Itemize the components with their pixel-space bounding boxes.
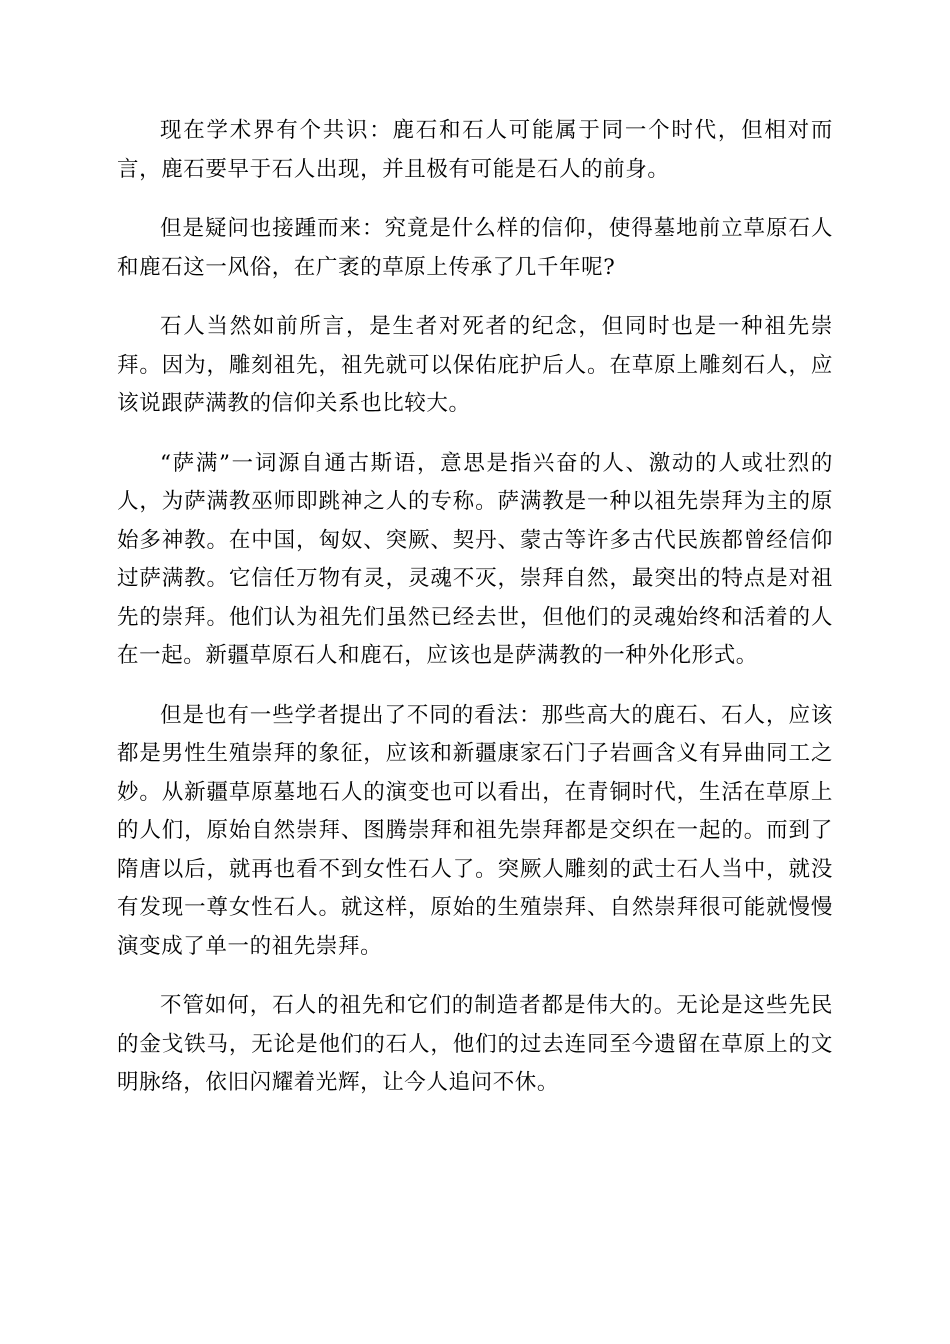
paragraph-2: 但是疑问也接踵而来：究竟是什么样的信仰，使得墓地前立草原石人和鹿石这一风俗，在广袤的草原上传承了几千年呢? xyxy=(117,216,833,280)
paragraph-5: 但是也有一些学者提出了不同的看法：那些高大的鹿石、石人，应该都是男性生殖崇拜的象征，应该和新疆康家石门子岩画含义有异曲同工之妙。从新疆草原墓地石人的演变也可以看出，在青铜时代，生活在草原上的人们，原始自然崇拜、图腾崇拜和祖先崇拜都是交织在一起的。而到了隋唐以后，就再也看不到女性石人了。突厥人雕刻的武士石人当中，就没有发现一尊女性石人。就这样，原始的生殖崇拜、自然崇拜很可能就慢慢演变成了单一的祖先崇拜。 xyxy=(117,702,833,959)
paragraph-3: 石人当然如前所言，是生者对死者的纪念，但同时也是一种祖先崇拜。因为，雕刻祖先，祖先就可以保佑庇护后人。在草原上雕刻石人，应该说跟萨满教的信仰关系也比较大。 xyxy=(117,314,833,416)
paragraph-1: 现在学术界有个共识：鹿石和石人可能属于同一个时代，但相对而言，鹿石要早于石人出现，并且极有可能是石人的前身。 xyxy=(117,118,833,182)
document-page xyxy=(117,112,833,1124)
paragraph-4: “萨满”一词源自通古斯语，意思是指兴奋的人、激动的人或壮烈的人，为萨满教巫师即跳神之人的专称。萨满教是一种以祖先崇拜为主的原始多神教。在中国，匈奴、突厥、契丹、蒙古等许多古代民族都曾经信仰过萨满教。它信任万物有灵，灵魂不灭，崇拜自然，最突出的特点是对祖先的崇拜。他们认为祖先们虽然已经去世，但他们的灵魂始终和活着的人在一起。新疆草原石人和鹿石，应该也是萨满教的一种外化形式。 xyxy=(117,450,833,668)
paragraph-6: 不管如何，石人的祖先和它们的制造者都是伟大的。无论是这些先民的金戈铁马，无论是他们的石人，他们的过去连同至今遗留在草原上的文明脉络，依旧闪耀着光辉，让今人追问不休。 xyxy=(117,993,833,1095)
